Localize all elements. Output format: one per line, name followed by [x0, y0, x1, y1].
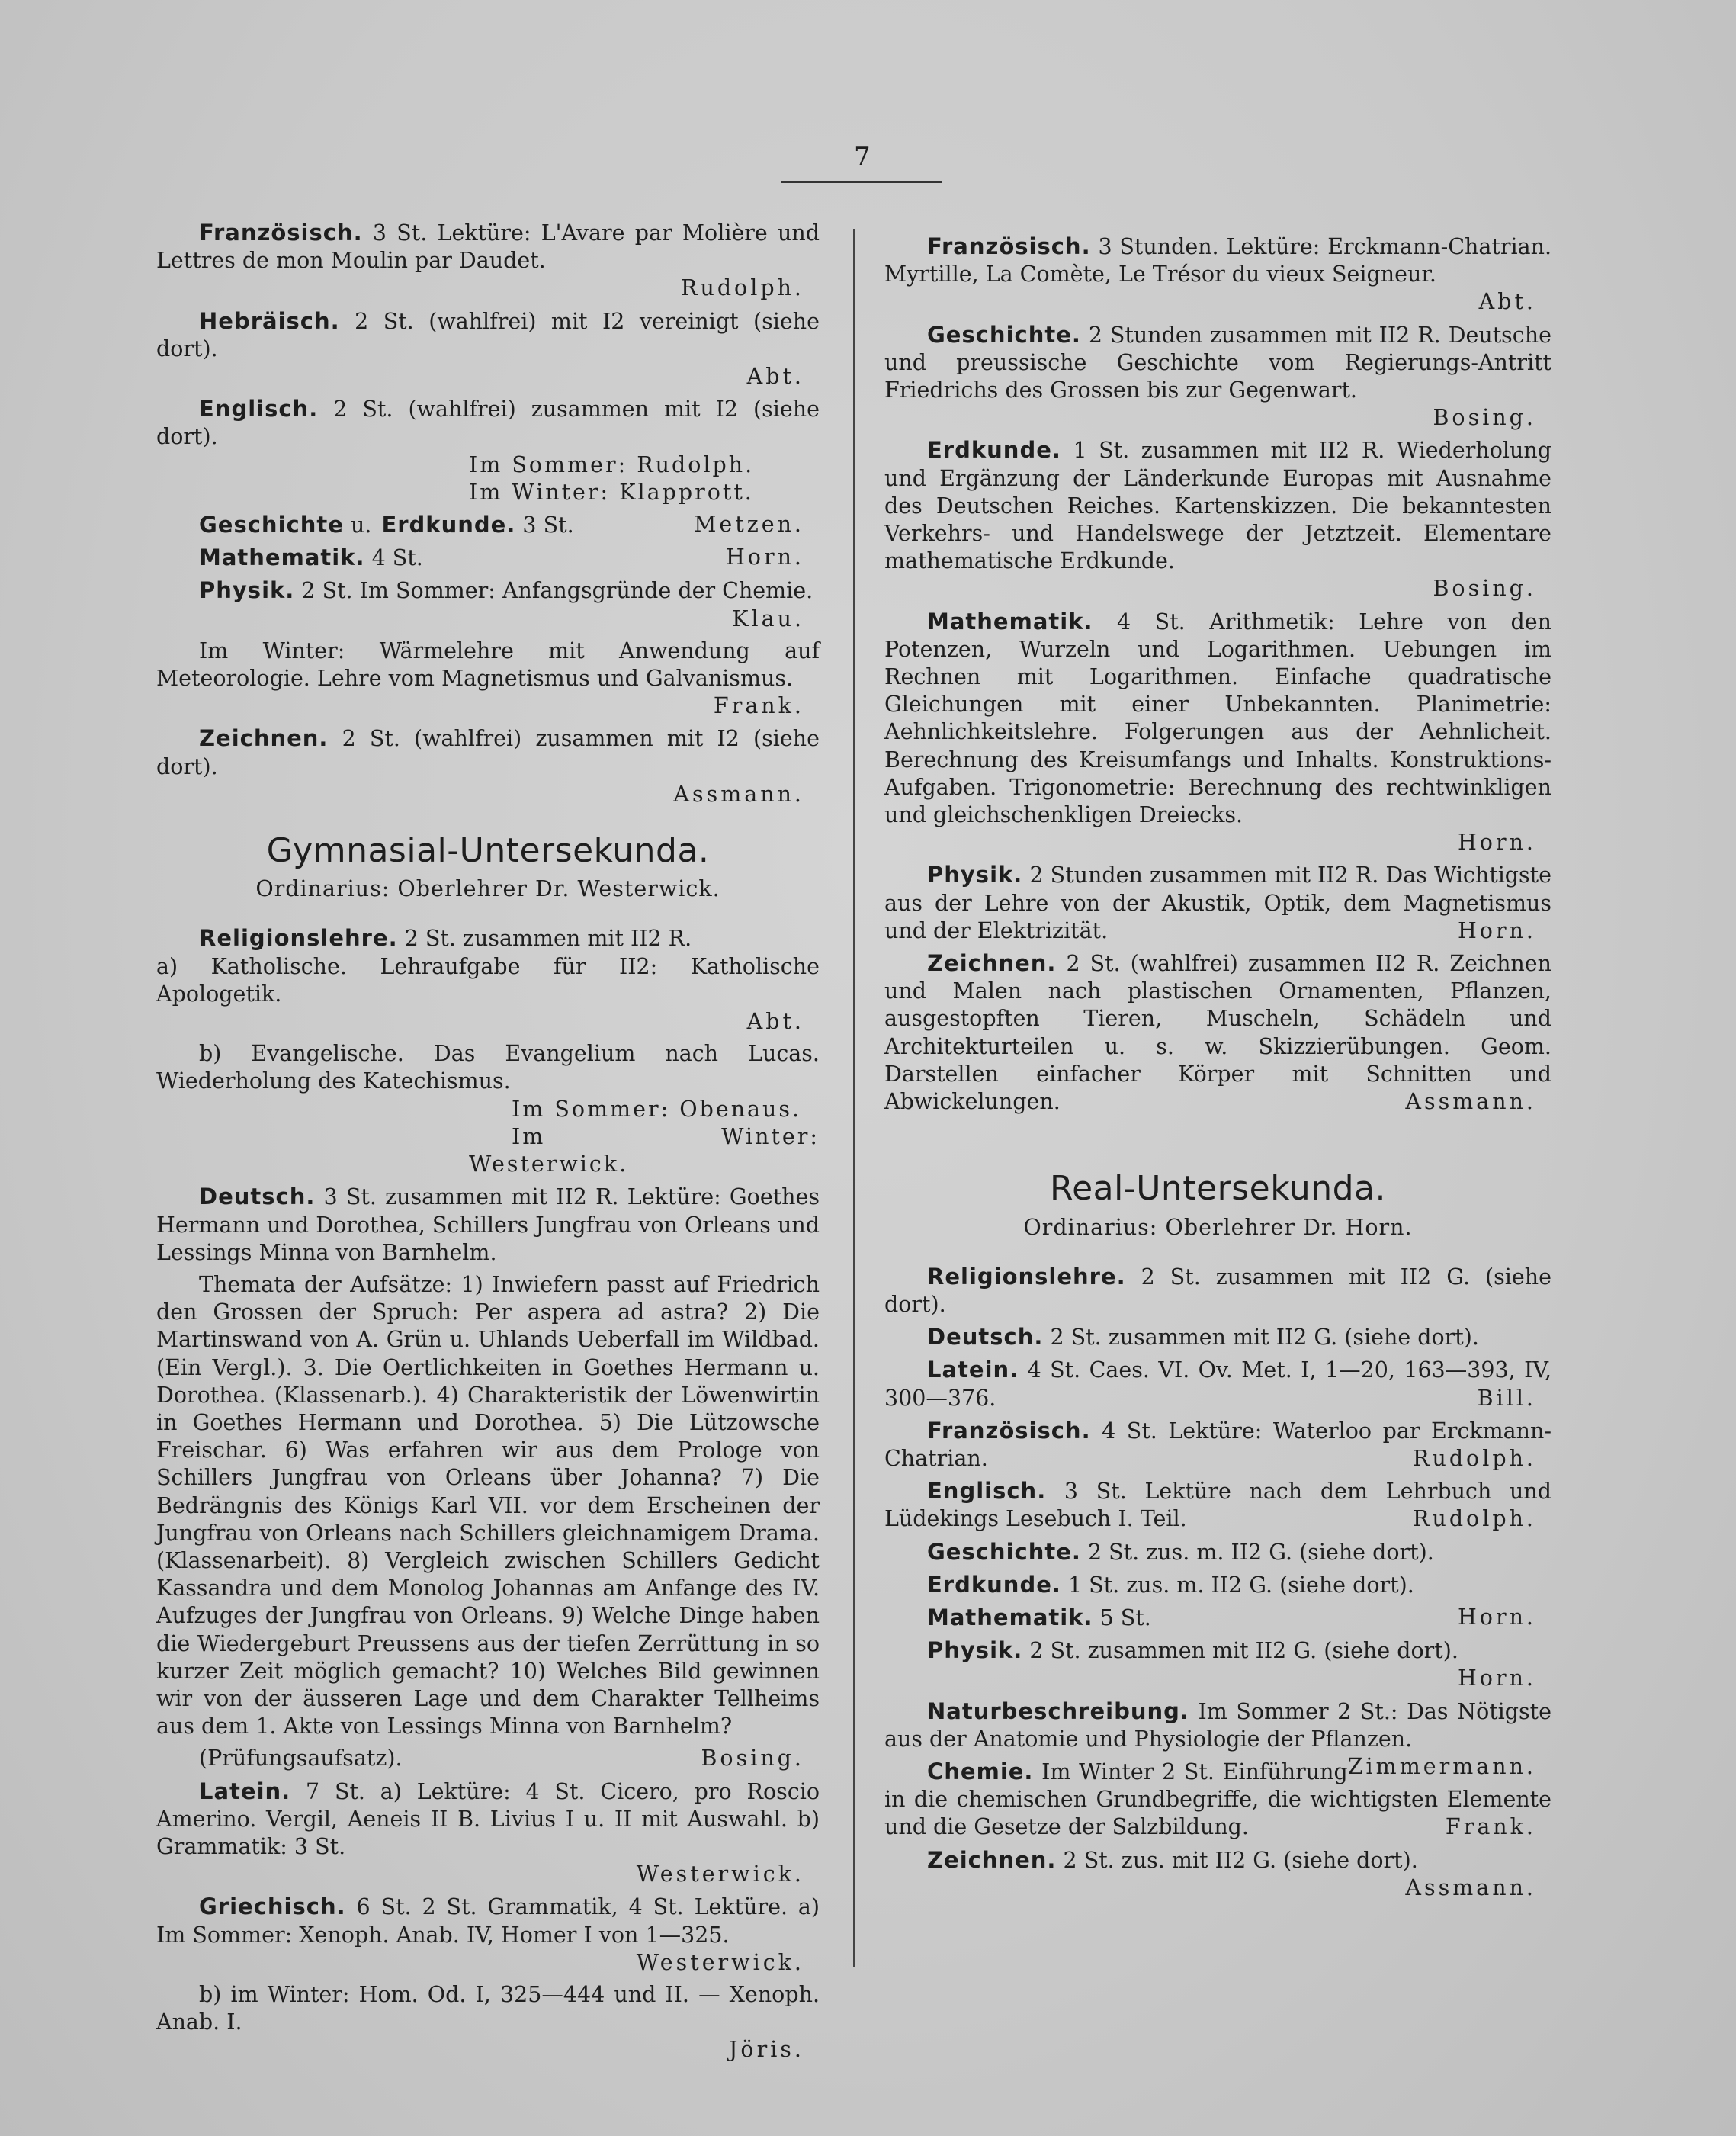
entry-text: 6 St. 2 St. Grammatik, 4 St. Lektüre. a) Im Sommer: Xenoph. Anab. IV, Homer I von 1—325. [156, 1894, 820, 1948]
subject-heading: Mathematik. [927, 608, 1093, 634]
teacher-name: Jöris. [728, 2037, 804, 2063]
themata-text: Themata der Aufsätze: 1) Inwiefern passt auf Friedrich den Grossen der Spruch: Per aspera ad astra? 2) Die Martinswand von A. Grün u. Uhlands Ueberfall im Wildbad. (Ein Vergl.). 3. Die Oertlichkeiten in Goethes Hermann u. Dorothea. (Klassenarb.). 4) Charakteristik der Löwenwirtin in Goethes Hermann und Dorothea. 5) Die Lützowsche Freischar. 6) Was erfahren wir aus dem Prologe von Schillers Jungfrau von Orleans über Johanna? 7) Die Bedrängnis des Königs Karl VII. vor dem Erscheinen der Jungfrau von Orleans nach Schillers gleichnamigem Drama. (Klassenarbeit). 8) Vergleich zwischen Schillers Gedicht Kassandra und dem Monolog Johannas am Anfange des IV. Aufzuges der Jungfrau von Orleans. 9) Welche Dinge haben die Wiedergeburt Preussens aus der tiefen Zerrüttung in so kurzer Zeit möglich gemacht? 10) Welches Bild gewinnen wir von der äusseren Lage und dem Charakter Tellheims aus dem 1. Akte von Lessings Minna von Barnhelm? [156, 1271, 820, 1739]
religion-b: b) Evangelische. Das Evangelium nach Lucas. Wiederholung des Katechismus. [156, 1041, 820, 1094]
entry-religion [156, 924, 820, 1036]
entry-text: 7 St. a) Lektüre: 4 St. Cicero, pro Roscio Amerino. Vergil, Aeneis II B. Livius I u. II mit Auswahl. b) Grammatik: 3 St. [156, 1778, 820, 1859]
teacher-name: Klau. [732, 605, 804, 631]
teacher-name: Bosing. [1433, 576, 1536, 602]
subject-heading: Physik. [927, 862, 1023, 888]
subject-joiner: u. [350, 512, 372, 538]
entry-text: 2 St. zusammen mit II2 G. (siehe dort). [1050, 1325, 1479, 1351]
entry-text: 3 Stunden. Lektüre: Erckmann-Chatrian. Myrtille, La Comète, Le Trésor du vieux Seigneur. [884, 234, 1551, 287]
teacher-name: Horn. [1457, 1604, 1536, 1630]
subject-heading: Französisch. [927, 233, 1091, 259]
entry-franzoesisch-2 [884, 1417, 1551, 1473]
entry-zeichnen-2 [884, 1846, 1551, 1902]
subject-heading: Geschichte [199, 512, 344, 538]
entry-text: Im Sommer 2 St.: Das Nötigste aus der Anatomie und Physiologie der Pflanzen. [884, 1698, 1551, 1752]
entry-geschichte-2 [884, 1538, 1551, 1566]
entry-physik [884, 861, 1551, 945]
subject-heading: Englisch. [199, 396, 319, 422]
right-column [884, 233, 1551, 1906]
entry-deutsch [156, 1183, 820, 1267]
teacher-name: Zimmermann. [1347, 1753, 1536, 1779]
entry-text: 2 St. (wahlfrei) zusammen mit I2 (siehe dort). [156, 726, 820, 779]
religion-a: a) Katholische. Lehraufgabe für II2: Katholische Apologetik. [156, 953, 820, 1007]
teacher-name: Rudolph. [1413, 1506, 1536, 1532]
teacher-name: Assmann. [1405, 1874, 1536, 1900]
winter-teacher: Im Winter: Westerwick. [469, 1123, 820, 1177]
entry-geschichte [156, 511, 820, 539]
entry-englisch [156, 395, 820, 506]
section-title: Real-Untersekunda. [1049, 1169, 1386, 1209]
entry-zeichnen [884, 949, 1551, 1116]
subject-heading: Religionslehre. [199, 925, 398, 952]
entry-text: 3 St. Lektüre: L'Avare par Molière und Lettres de mon Moulin par Daudet. [156, 220, 820, 274]
subject-heading: Latein. [199, 1778, 291, 1804]
subject-heading: Geschichte. [927, 1538, 1081, 1565]
entry-text: 2 St. zusammen mit II2 G. (siehe dort). [1029, 1638, 1458, 1664]
entry-griechisch-b [156, 1981, 820, 2064]
entry-text: 4 St. Lektüre: Waterloo par Erckmann-Chatrian. [884, 1418, 1551, 1471]
subject-heading: Französisch. [927, 1417, 1091, 1444]
page-number: 7 [854, 142, 871, 172]
section-title: Gymnasial-Untersekunda. [266, 831, 710, 871]
entry-physik [156, 577, 820, 632]
entry-text: 3 St. [522, 512, 574, 538]
entry-text: 5 St. [1099, 1604, 1151, 1630]
teacher-name: Bosing. [701, 1746, 804, 1771]
subject-heading: Erdkunde. [927, 437, 1061, 464]
teacher-name: Horn. [725, 544, 804, 570]
entry-latein [884, 1356, 1551, 1412]
entry-religion [884, 1263, 1551, 1319]
subject-heading: Mathematik. [199, 544, 365, 571]
entry-text: 2 St. zusammen mit II2 G. (siehe dort). [884, 1264, 1551, 1317]
entry-englisch [884, 1477, 1551, 1533]
teacher-name: Horn. [1457, 1665, 1536, 1691]
subject-heading: Erdkunde. [927, 1571, 1061, 1598]
subject-heading: Englisch. [927, 1478, 1047, 1505]
entry-text: 2 St. zus. m. II2 G. (siehe dort). [1087, 1539, 1434, 1565]
teacher-name: Horn. [1457, 830, 1536, 856]
entry-griechisch [156, 1893, 820, 1977]
teacher-name: Abt. [746, 1009, 804, 1035]
entry-text: 3 St. Lektüre nach dem Lehrbuch und Lüdekings Lesebuch I. Teil. [884, 1479, 1551, 1532]
entry-text: 4 St. [371, 545, 423, 571]
page-number-rule [781, 181, 942, 183]
entry-text: 2 Stunden zusammen mit II2 R. Das Wichtigste aus der Lehre von der Akustik, Optik, dem Magnetismus und der Elektrizität. [884, 862, 1552, 943]
entry-mathematik [884, 608, 1551, 857]
entry-text: 3 St. zusammen mit II2 R. Lektüre: Goethes Hermann und Dorothea, Schillers Jungfrau von Orleans und Lessings Minna von Barnhelm. [156, 1184, 820, 1265]
entry-text: 2 St. (wahlfrei) mit I2 vereinigt (siehe dort). [156, 308, 820, 361]
ordinarius: Ordinarius: Oberlehrer Dr. Horn. [1023, 1214, 1413, 1240]
subject-heading-2: Erdkunde. [381, 512, 516, 538]
teacher-name: Assmann. [1405, 1089, 1536, 1115]
teacher-name: Bosing. [1433, 405, 1536, 431]
entry-text: Im Winter 2 St. Einführung in die chemischen Grundbegriffe, die wichtigsten Elemente und die Gesetze der Salzbildung. [884, 1759, 1551, 1840]
entry-hebraeisch [156, 307, 820, 391]
subject-heading: Deutsch. [199, 1184, 316, 1210]
teacher-name: Rudolph. [1413, 1445, 1536, 1471]
entry-mathematik-2 [884, 1604, 1551, 1632]
subject-heading: Französisch. [199, 220, 363, 246]
ordinarius: Ordinarius: Oberlehrer Dr. Westerwick. [255, 876, 720, 902]
teacher-name: Frank. [713, 693, 804, 719]
teacher-name: Rudolph. [681, 275, 804, 301]
teacher-name: Frank. [1445, 1814, 1536, 1840]
entry-deutsch-themata [156, 1271, 820, 1740]
entry-franzoesisch [156, 219, 820, 303]
teacher-name: Horn. [1457, 917, 1536, 943]
entry-zeichnen [156, 724, 820, 808]
entry-physik-winter [156, 638, 820, 721]
teacher-name: Abt. [746, 364, 804, 390]
entry-text: 2 St. Im Sommer: Anfangsgründe der Chemie. [301, 578, 813, 604]
entry-deutsch [884, 1323, 1551, 1351]
subject-heading: Physik. [199, 577, 295, 604]
winter-teacher: Im Winter: Klapprott. [469, 479, 754, 505]
teacher-name: Metzen. [694, 512, 804, 538]
subject-heading: Naturbeschreibung. [927, 1698, 1189, 1724]
griechisch-b: b) im Winter: Hom. Od. I, 325—444 und II. — Xenoph. Anab. I. [156, 1981, 820, 2035]
subject-heading: Deutsch. [927, 1324, 1044, 1351]
subject-heading: Griechisch. [199, 1893, 346, 1920]
teacher-name: Westerwick. [636, 1949, 804, 1975]
entry-text: 2 St. (wahlfrei) zusammen II2 R. Zeichnen und Malen nach plastischen Ornamenten, Pflanzen, ausgestopften Tieren, Muscheln, Schädeln und Architekturteilen u. s. w. Skizzierübungen. Geom. Darstellen einfacher Körper mit Schnitten und Abwickelungen. [884, 951, 1551, 1115]
left-column [156, 219, 820, 2069]
entry-franzoesisch [884, 233, 1551, 316]
subject-heading: Zeichnen. [927, 1846, 1057, 1873]
column-divider [853, 229, 855, 1967]
entry-text: 1 St. zus. m. II2 G. (siehe dort). [1067, 1572, 1414, 1598]
teacher-name: Westerwick. [636, 1861, 804, 1887]
entry-erdkunde-2 [884, 1571, 1551, 1599]
entry-text: 2 St. (wahlfrei) zusammen mit I2 (siehe dort). [156, 397, 820, 450]
entry-physik-2 [884, 1637, 1551, 1692]
subject-heading: Latein. [927, 1357, 1019, 1383]
entry-text: 1 St. zusammen mit II2 R. Wiederholung und Ergänzung der Länderkunde Europas mit Ausnahme des Deutschen Reiches. Kartenskizzen. Die bekanntesten Verkehrs- und Handelswege der Jetztzeit. Elementare mathematische Erdkunde. [884, 438, 1551, 574]
subject-heading: Religionslehre. [927, 1263, 1126, 1290]
entry-text: 2 Stunden zusammen mit II2 R. Deutsche und preussische Geschichte vom Regierungs-Antritt Friedrichs des Grossen bis zur Gegenwart. [884, 322, 1551, 403]
entry-text: 4 St. Arithmetik: Lehre von den Potenzen, Wurzeln und Logarithmen. Uebungen im Rechnen mit Logarithmen. Einfache quadratische Gleichungen mit einer Unbekannten. Planimetrie: Aehnlichkeitslehre. Folgerungen aus der Aehnlicheit. Berechnung des Kreisumfangs und Inhalts. Konstruktions-Aufgaben. Trigonometrie: Berechnung des rechtwinkligen und gleichschenkligen Dreiecks. [884, 609, 1551, 828]
entry-text: 4 St. Caes. VI. Ov. Met. I, 1—20, 163—393, IV, 300—376. [884, 1357, 1552, 1411]
summer-teacher: Im Sommer: Rudolph. [469, 451, 755, 477]
entry-deutsch-pruefung [156, 1745, 820, 1772]
entry-text: 2 St. zus. mit II2 G. (siehe dort). [1063, 1847, 1418, 1873]
subject-heading: Zeichnen. [927, 950, 1057, 977]
subject-heading: Hebräisch. [199, 307, 340, 334]
teacher-name: Bill. [1477, 1385, 1536, 1411]
pruefung-note: (Prüfungsaufsatz). [199, 1746, 403, 1771]
entry-erdkunde [884, 436, 1551, 602]
subject-heading: Zeichnen. [199, 725, 329, 752]
teacher-name: Assmann. [673, 781, 804, 807]
entry-text: 2 St. zusammen mit II2 R. [404, 926, 692, 952]
entry-mathematik [156, 544, 820, 572]
entry-latein [156, 1778, 820, 1889]
entry-text: Im Winter: Wärmelehre mit Anwendung auf Meteorologie. Lehre vom Magnetismus und Galvanismus. [156, 638, 820, 692]
entry-religion-b [156, 1040, 820, 1178]
entry-geschichte [884, 321, 1551, 432]
subject-heading: Chemie. [927, 1758, 1034, 1784]
teacher-name: Abt. [1478, 289, 1536, 315]
subject-heading: Mathematik. [927, 1604, 1093, 1630]
subject-heading: Physik. [927, 1637, 1023, 1664]
summer-teacher: Im Sommer: Obenaus. [512, 1096, 802, 1122]
subject-heading: Geschichte. [927, 321, 1081, 348]
